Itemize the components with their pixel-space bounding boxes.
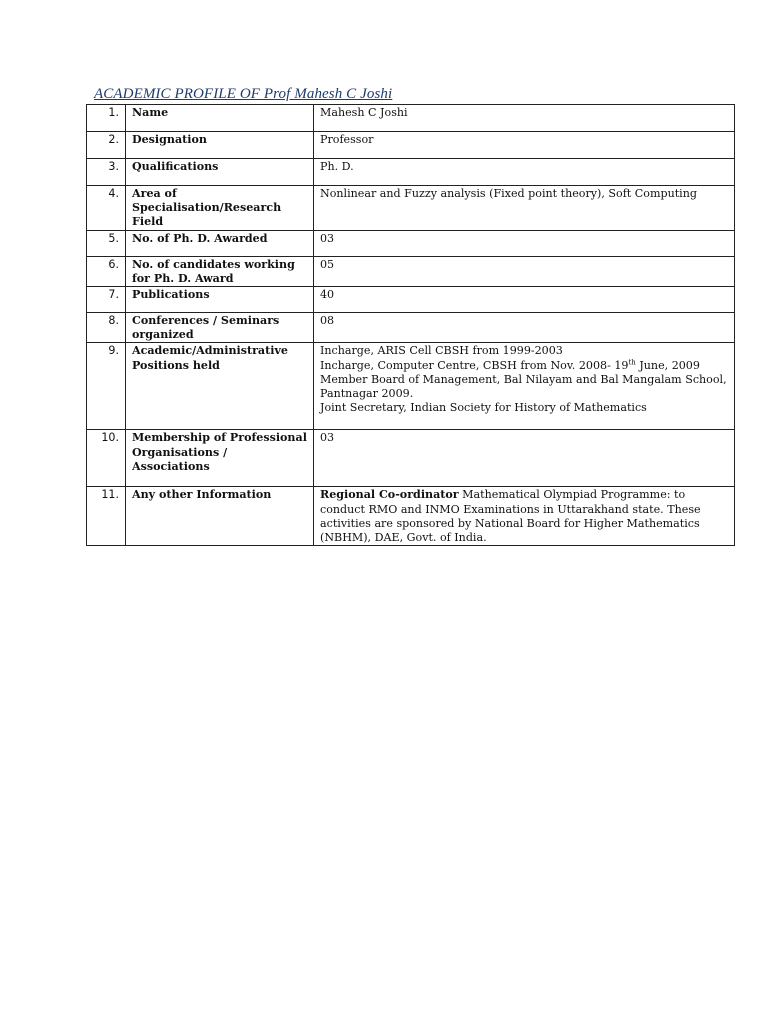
position-line: Member Board of Management, Bal Nilayam and Bal Mangalam School, Pantnagar 2009.: [320, 372, 727, 401]
row-label: Membership of Professional Organisations / Associations: [126, 430, 314, 487]
coordinator-role: Regional Co-ordinator: [320, 488, 459, 502]
table-row: [87, 256, 735, 286]
row-value: Nonlinear and Fuzzy analysis (Fixed point theory), Soft Computing: [314, 186, 735, 231]
position-text: Incharge, Computer Centre, CBSH from Nov. 2008- 19: [320, 358, 629, 372]
profile-table: [86, 104, 735, 546]
row-label: Publications: [126, 287, 314, 313]
row-number: 2.: [87, 132, 126, 159]
position-line: Incharge, ARIS Cell CBSH from 1999-2003: [320, 344, 563, 358]
row-number: 7.: [87, 287, 126, 313]
row-value: [314, 487, 735, 546]
table-row: [87, 287, 735, 313]
table-row: [87, 186, 735, 231]
table-row: [87, 132, 735, 159]
row-number: 4.: [87, 186, 126, 231]
row-number: 3.: [87, 159, 126, 186]
row-value: 08: [314, 313, 735, 343]
row-number: 8.: [87, 313, 126, 343]
row-value: [314, 343, 735, 430]
row-label: No. of candidates working for Ph. D. Award: [126, 256, 314, 286]
row-value: 03: [314, 230, 735, 256]
row-value: Ph. D.: [314, 159, 735, 186]
row-number: 11.: [87, 487, 126, 546]
row-label: No. of Ph. D. Awarded: [126, 230, 314, 256]
row-number: 1.: [87, 105, 126, 132]
table-row: [87, 343, 735, 430]
row-value: 40: [314, 287, 735, 313]
row-value: Mahesh C Joshi: [314, 105, 735, 132]
coordinator-description: Mathematical Olympiad Programme: to conduct RMO and INMO Examinations in Uttarakhand state. These activities are sponsored by National Board for Higher Mathematics (NBHM), DAE, Govt. of India.: [320, 488, 701, 545]
document-title: ACADEMIC PROFILE OF Prof Mahesh C Joshi: [94, 86, 393, 102]
row-label: Academic/Administrative Positions held: [126, 343, 314, 430]
row-number: 9.: [87, 343, 126, 430]
row-label: Designation: [126, 132, 314, 159]
row-number: 10.: [87, 430, 126, 487]
ordinal-suffix: th: [628, 357, 636, 366]
row-label: Qualifications: [126, 159, 314, 186]
position-line: [320, 359, 728, 373]
position-text: June, 2009: [635, 358, 700, 372]
row-number: 5.: [87, 230, 126, 256]
row-value: Professor: [314, 132, 735, 159]
table-row: [87, 159, 735, 186]
table-row: [87, 313, 735, 343]
table-row: [87, 105, 735, 132]
row-label: Conferences / Seminars organized: [126, 313, 314, 343]
table-row: [87, 230, 735, 256]
row-number: 6.: [87, 256, 126, 286]
row-value: 05: [314, 256, 735, 286]
row-value: 03: [314, 430, 735, 487]
table-row: [87, 487, 735, 546]
row-label: Any other Information: [126, 487, 314, 546]
row-label: Name: [126, 105, 314, 132]
row-label: Area of Specialisation/Research Field: [126, 186, 314, 231]
table-row: [87, 430, 735, 487]
position-line: Joint Secretary, Indian Society for History of Mathematics: [320, 401, 647, 415]
